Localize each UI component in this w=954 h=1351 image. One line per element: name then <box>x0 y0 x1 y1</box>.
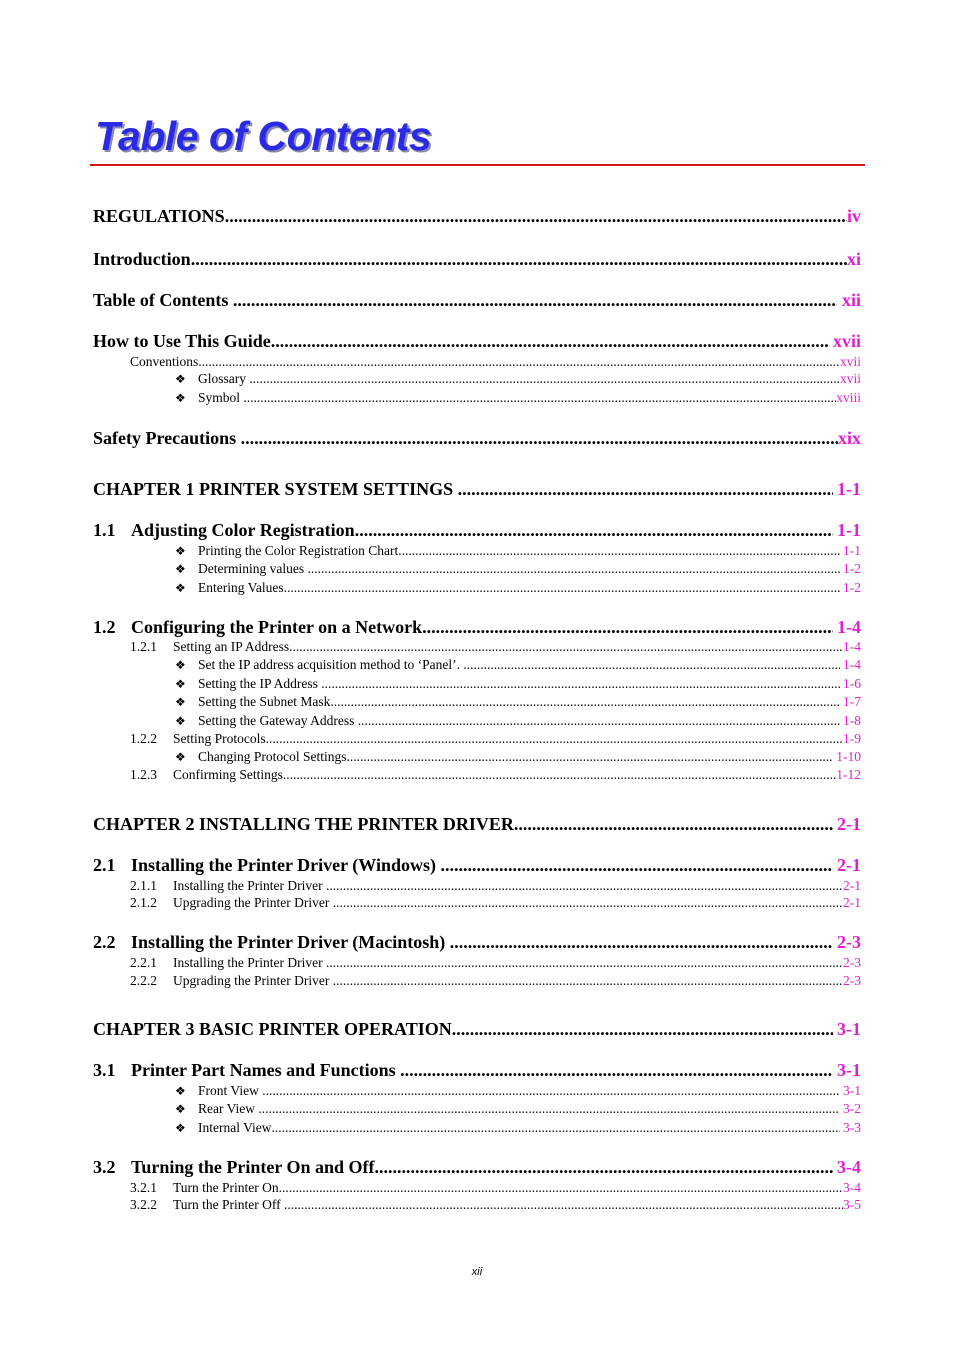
toc-entry-page[interactable]: 1-2 <box>839 561 861 576</box>
toc-entry-label <box>175 561 307 577</box>
dot-leader <box>398 543 839 559</box>
dot-leader <box>262 1083 839 1099</box>
toc-section-entry[interactable] <box>93 617 861 638</box>
toc-entry-page[interactable]: 1-7 <box>839 694 861 709</box>
diamond-bullet-icon: ❖ <box>175 581 186 595</box>
diamond-bullet-icon: ❖ <box>175 658 186 672</box>
toc-subsection-entry[interactable] <box>130 639 861 655</box>
toc-entry-text: Setting the Subnet Mask <box>198 694 331 709</box>
toc-chapter-entry[interactable] <box>93 479 861 500</box>
toc-section-entry[interactable] <box>93 520 861 541</box>
toc-entry-page[interactable]: 2-3 <box>843 955 861 970</box>
toc-entry-text: Turning the Printer On and Off <box>131 1157 375 1177</box>
dot-leader <box>243 390 836 406</box>
toc-entry-number: 1.1 <box>93 520 116 540</box>
diamond-bullet-icon: ❖ <box>175 1121 186 1135</box>
toc-subsection-entry[interactable] <box>175 1120 861 1136</box>
toc-entry-label <box>93 932 450 953</box>
toc-entry-text: Installing the Printer Driver <box>173 955 326 970</box>
toc-subsection-entry[interactable] <box>130 895 861 911</box>
toc-entry-label <box>93 249 191 270</box>
toc-entry-label <box>130 767 283 783</box>
toc-entry-text: CHAPTER 1 PRINTER SYSTEM SETTINGS <box>93 479 458 499</box>
dot-leader <box>233 290 838 311</box>
toc-entry-text: Setting Protocols <box>173 731 266 746</box>
dot-leader <box>241 428 838 449</box>
toc-subsection-entry[interactable] <box>175 390 861 406</box>
toc-entry-label <box>93 1019 452 1040</box>
toc-entry-text: Turn the Printer Off <box>173 1197 284 1212</box>
toc-entry-page[interactable]: 1-1 <box>832 479 861 499</box>
dot-leader <box>422 617 832 638</box>
toc-entry-number: 2.1 <box>93 855 116 875</box>
dot-leader <box>375 1157 833 1178</box>
dot-leader <box>326 955 843 971</box>
toc-section-entry[interactable] <box>93 1157 861 1178</box>
dot-leader <box>198 354 840 370</box>
toc-entry-text: CHAPTER 3 BASIC PRINTER OPERATION <box>93 1019 452 1039</box>
toc-entry-label <box>175 694 330 710</box>
toc-subsection-entry[interactable] <box>175 676 861 692</box>
toc-subsection-entry[interactable] <box>175 580 861 596</box>
dot-leader <box>191 249 847 270</box>
toc-entry-text: Upgrading the Printer Driver <box>173 973 333 988</box>
toc-entry-page[interactable]: 2-1 <box>832 855 861 875</box>
dot-leader <box>289 639 843 655</box>
toc-entry-text: Installing the Printer Driver (Macintosh) <box>131 932 450 952</box>
toc-entry-label <box>93 520 355 541</box>
toc-section-entry[interactable] <box>93 932 861 953</box>
dot-leader <box>272 1120 840 1136</box>
toc-entry-label <box>130 973 333 989</box>
toc-entry-number: 1.2.3 <box>130 767 157 782</box>
toc-entry-label <box>175 580 284 596</box>
toc-entry-page[interactable]: 2-3 <box>832 932 861 952</box>
toc-entry-text: Symbol <box>198 390 244 405</box>
toc-entry-label <box>175 1101 258 1117</box>
toc-entry-page[interactable]: xii <box>837 290 861 310</box>
toc-entry-number: 1.2.2 <box>130 731 157 746</box>
toc-subsection-entry[interactable] <box>175 713 861 729</box>
toc-entry-label <box>93 1157 375 1178</box>
toc-section-entry[interactable] <box>93 855 861 876</box>
toc-entry-text: Installing the Printer Driver (Windows) <box>131 855 441 875</box>
toc-chapter-entry[interactable] <box>93 206 861 227</box>
toc-entry-number: 3.2 <box>93 1157 116 1177</box>
diamond-bullet-icon: ❖ <box>175 677 186 691</box>
toc-entry-page[interactable]: xvii <box>828 331 861 351</box>
toc-chapter-entry[interactable] <box>93 1019 861 1040</box>
toc-entry-number: 2.2.2 <box>130 973 157 988</box>
toc-entry-text: REGULATIONS <box>93 206 225 226</box>
toc-entry-label <box>130 1197 284 1213</box>
dot-leader <box>330 694 839 710</box>
dot-leader <box>452 1019 833 1040</box>
toc-entry-text: Setting the IP Address <box>198 676 322 691</box>
dot-leader <box>284 1197 843 1213</box>
toc-entry-text: Entering Values <box>198 580 284 595</box>
dot-leader <box>271 331 829 352</box>
toc-entry-page[interactable]: 3-3 <box>839 1120 861 1135</box>
dot-leader <box>514 814 833 835</box>
toc-entry-page[interactable]: 1-6 <box>839 676 861 691</box>
toc-entry-text: Rear View <box>198 1101 259 1116</box>
dot-leader <box>400 1060 832 1081</box>
toc-entry-text: How to Use This Guide <box>93 331 271 351</box>
toc-entry-text: Table of Contents <box>93 290 233 310</box>
toc-entry-text: Changing Protocol Settings <box>198 749 347 764</box>
toc-entry-text: Adjusting Color Registration <box>131 520 355 540</box>
toc-entry-page[interactable]: 1-4 <box>839 657 861 672</box>
toc-subsection-entry[interactable] <box>130 731 861 747</box>
toc-subsection-entry[interactable] <box>175 543 861 559</box>
toc-entry-page[interactable]: xviii <box>836 390 861 405</box>
toc-entry-text: CHAPTER 2 INSTALLING THE PRINTER DRIVER <box>93 814 514 834</box>
dot-leader <box>347 749 833 765</box>
toc-entry-text: Conventions <box>130 354 199 369</box>
dot-leader <box>283 767 836 783</box>
toc-subsection-entry[interactable] <box>175 1101 861 1117</box>
page-title: Table of Contents <box>95 113 432 159</box>
diamond-bullet-icon: ❖ <box>175 544 186 558</box>
dot-leader <box>450 932 833 953</box>
toc-entry-number: 3.1 <box>93 1060 116 1080</box>
dot-leader <box>326 878 843 894</box>
footer-page-number: xii <box>471 1266 483 1278</box>
toc-entry-label <box>175 657 463 673</box>
toc-entry-page[interactable]: 1-10 <box>832 749 861 764</box>
toc-subsection-entry[interactable] <box>130 354 861 370</box>
dot-leader <box>355 520 833 541</box>
toc-entry-page[interactable]: xvii <box>839 354 861 369</box>
toc-entry-text: Front View <box>198 1083 263 1098</box>
toc-entry-label <box>93 206 225 227</box>
toc-entry-text: Glossary <box>198 371 250 386</box>
toc-entry-text: Upgrading the Printer Driver <box>173 895 333 910</box>
toc-subsection-entry[interactable] <box>175 371 861 387</box>
toc-entry-page[interactable]: iv <box>846 206 861 226</box>
dot-leader <box>333 973 843 989</box>
toc-entry-page[interactable]: 2-1 <box>832 814 861 834</box>
diamond-bullet-icon: ❖ <box>175 750 186 764</box>
toc-entry-page[interactable]: 1-2 <box>839 580 861 595</box>
toc-subsection-entry[interactable] <box>175 1083 861 1099</box>
toc-entry-page[interactable]: 2-1 <box>843 895 861 910</box>
toc-chapter-entry[interactable] <box>93 290 861 311</box>
toc-chapter-entry[interactable] <box>93 249 861 270</box>
toc-entry-number: 3.2.1 <box>130 1180 157 1195</box>
toc-entry-label <box>93 428 241 449</box>
toc-entry-label <box>175 371 249 387</box>
toc-entry-number: 2.2.1 <box>130 955 157 970</box>
toc-entry-page[interactable]: 3-2 <box>839 1101 861 1116</box>
toc-entry-page[interactable]: 1-9 <box>843 731 861 746</box>
dot-leader <box>358 713 840 729</box>
dot-leader <box>463 657 839 673</box>
dot-leader <box>458 479 833 500</box>
toc-entry-label <box>93 1060 400 1081</box>
toc-entry-label <box>130 895 333 911</box>
toc-chapter-entry[interactable] <box>93 331 861 352</box>
toc-entry-page[interactable]: 1-8 <box>839 713 861 728</box>
toc-entry-page[interactable]: xi <box>846 249 861 269</box>
toc-entry-label <box>175 676 321 692</box>
toc-entry-number: 2.2 <box>93 932 116 952</box>
toc-entry-label <box>175 713 358 729</box>
toc-entry-number: 3.2.2 <box>130 1197 157 1212</box>
toc-section-entry[interactable] <box>93 1060 861 1081</box>
toc-entry-label <box>130 878 326 894</box>
toc-entry-text: Determining values <box>198 561 308 576</box>
diamond-bullet-icon: ❖ <box>175 391 186 405</box>
dot-leader <box>284 580 840 596</box>
toc-entry-number: 1.2.1 <box>130 639 157 654</box>
toc-entry-label <box>130 1180 279 1196</box>
toc-entry-text: Internal View <box>198 1120 272 1135</box>
diamond-bullet-icon: ❖ <box>175 562 186 576</box>
dot-leader <box>441 855 833 876</box>
toc-entry-label <box>93 617 422 638</box>
diamond-bullet-icon: ❖ <box>175 695 186 709</box>
toc-entry-page[interactable]: 1-12 <box>836 767 861 782</box>
toc-entry-label <box>130 955 326 971</box>
toc-entry-number: 1.2 <box>93 617 116 637</box>
toc-subsection-entry[interactable] <box>130 1197 861 1213</box>
toc-entry-text: Printing the Color Registration Chart <box>198 543 399 558</box>
toc-entry-text: Setting an IP Address <box>173 639 290 654</box>
toc-entry-page[interactable]: 1-4 <box>843 639 861 654</box>
toc-entry-text: Installing the Printer Driver <box>173 878 326 893</box>
diamond-bullet-icon: ❖ <box>175 1084 186 1098</box>
title-divider <box>90 164 865 166</box>
dot-leader <box>258 1101 839 1117</box>
toc-entry-label <box>93 290 233 311</box>
toc-entry-page[interactable]: 1-1 <box>832 520 861 540</box>
toc-entry-label <box>130 639 289 655</box>
toc-entry-label <box>93 814 514 835</box>
toc-subsection-entry[interactable] <box>130 767 861 783</box>
toc-entry-text: Introduction <box>93 249 191 269</box>
toc-entry-text: Configuring the Printer on a Network <box>131 617 423 637</box>
toc-subsection-entry[interactable] <box>130 955 861 971</box>
toc-entry-label <box>130 354 198 370</box>
toc-entry-label <box>175 1083 262 1099</box>
toc-entry-page[interactable]: 2-3 <box>843 973 861 988</box>
toc-entry-page[interactable]: 3-5 <box>843 1197 861 1212</box>
toc-entry-label <box>175 1120 272 1136</box>
dot-leader <box>249 371 840 387</box>
toc-entry-page[interactable]: 1-1 <box>839 543 861 558</box>
toc-entry-label <box>93 331 271 352</box>
toc-entry-text: Confirming Settings <box>173 767 283 782</box>
toc-entry-page[interactable]: xvii <box>839 371 861 386</box>
dot-leader <box>333 895 843 911</box>
toc-entry-page[interactable]: 3-4 <box>843 1180 861 1195</box>
toc-entry-page[interactable]: 3-1 <box>832 1060 861 1080</box>
dot-leader <box>279 1180 843 1196</box>
toc-subsection-entry[interactable] <box>175 749 861 765</box>
toc-entry-label <box>175 390 243 406</box>
toc-subsection-entry[interactable] <box>130 973 861 989</box>
toc-entry-label <box>130 731 266 747</box>
toc-entry-text: Setting the Gateway Address <box>198 713 358 728</box>
toc-subsection-entry[interactable] <box>175 657 861 673</box>
diamond-bullet-icon: ❖ <box>175 714 186 728</box>
toc-entry-text: Set the IP address acquisition method to ‘Panel’. <box>198 657 464 672</box>
toc-entry-page[interactable]: xix <box>837 428 861 448</box>
dot-leader <box>266 731 843 747</box>
toc-entry-text: Turn the Printer On <box>173 1180 279 1195</box>
toc-subsection-entry[interactable] <box>130 1180 861 1196</box>
toc-entry-page[interactable]: 3-4 <box>832 1157 861 1177</box>
toc-entry-number: 2.1.2 <box>130 895 157 910</box>
toc-chapter-entry[interactable] <box>93 814 861 835</box>
toc-entry-page[interactable]: 1-4 <box>832 617 861 637</box>
toc-entry-label <box>175 543 398 559</box>
toc-subsection-entry[interactable] <box>175 694 861 710</box>
dot-leader <box>321 676 839 692</box>
toc-subsection-entry[interactable] <box>175 561 861 577</box>
toc-entry-text: Printer Part Names and Functions <box>131 1060 401 1080</box>
diamond-bullet-icon: ❖ <box>175 1102 186 1116</box>
toc-entry-number: 2.1.1 <box>130 878 157 893</box>
toc-entry-page[interactable]: 2-1 <box>843 878 861 893</box>
toc-entry-text: Safety Precautions <box>93 428 241 448</box>
toc-entry-page[interactable]: 3-1 <box>839 1083 861 1098</box>
toc-chapter-entry[interactable] <box>93 428 861 449</box>
toc-entry-page[interactable]: 3-1 <box>832 1019 861 1039</box>
toc-entry-label <box>175 749 347 765</box>
toc-entry-label <box>93 855 441 876</box>
toc-subsection-entry[interactable] <box>130 878 861 894</box>
toc-entry-label <box>93 479 458 500</box>
dot-leader <box>225 206 847 227</box>
dot-leader <box>307 561 839 577</box>
diamond-bullet-icon: ❖ <box>175 372 186 386</box>
